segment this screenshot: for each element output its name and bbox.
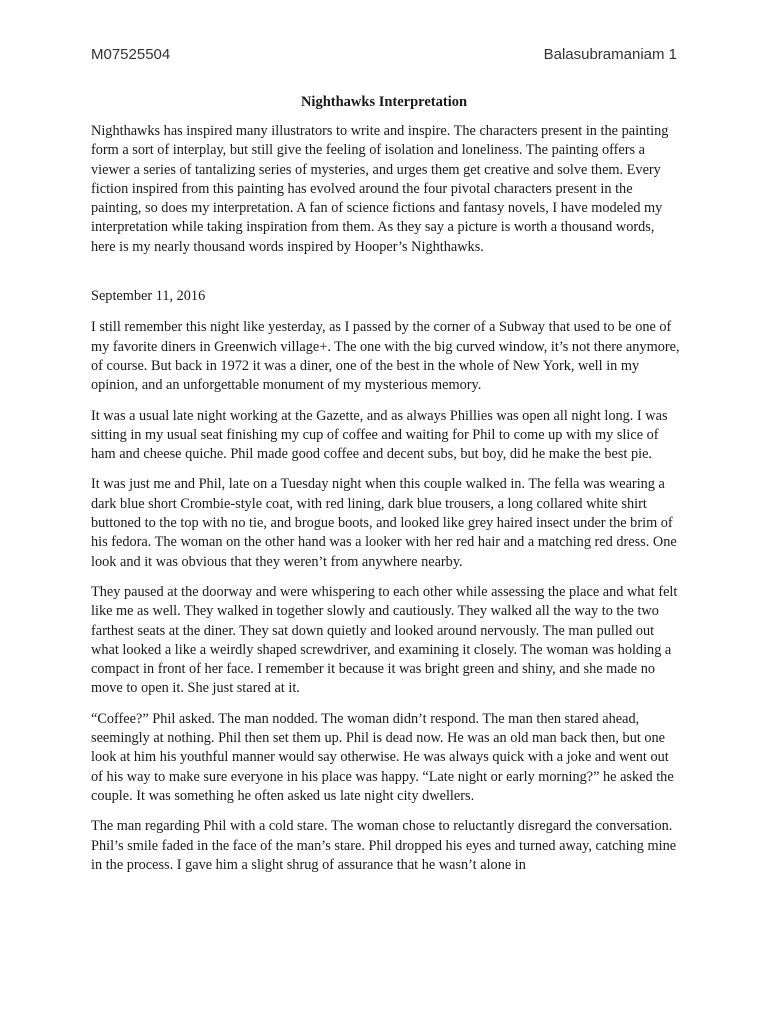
- header-author-page: Balasubramaniam 1: [543, 46, 677, 63]
- body-paragraph: “Coffee?” Phil asked. The man nodded. The woman didn’t respond. The man then stared ahead, seemingly at nothing. Phil then set them up. Phil is dead now. He was an old man back then, but one look at him his youthful manner would say otherwise. He was always quick with a joke and went out of his way to make sure everyone in his place was happy. “Late night or early morning?” he asked the couple. It was something he often asked us late night city dwellers.: [91, 710, 674, 804]
- header-student-id: M07525504: [91, 46, 171, 63]
- body-paragraph: It was a usual late night working at the Gazette, and as always Phillies was open all night long. I was sitting in my usual seat finishing my cup of coffee and waiting for Phil to come up with my slice of ham and cheese quiche. Phil made good coffee and decent subs, but boy, did he make the best pie.: [91, 407, 668, 463]
- body-paragraph: The man regarding Phil with a cold stare. The woman chose to reluctantly disregard the conversation. Phil’s smile faded in the face of the man’s stare. Phil dropped his eyes and turned away, catching mine in the process. I gave him a slight shrug of assurance that he wasn’t alone in: [91, 818, 677, 873]
- page-header: [91, 46, 677, 63]
- document-body: [91, 122, 681, 886]
- intro-paragraph: Nighthawks has inspired many illustrators to write and inspire. The characters present in the painting form a sort of interplay, but still give the feeling of isolation and loneliness. The painting offers a viewer a series of tantalizing series of mysteries, and urges them get creative and solve them. Every fiction inspired from this painting has evolved around the four pivotal characters present in the painting, so does my interpretation. A fan of science fictions and fantasy novels, I have modeled my interpretation while taking inspiration from them. As they say a picture is worth a thousand words, here is my nearly thousand words inspired by Hooper’s Nighthawks.: [91, 123, 669, 255]
- entry-date: September 11, 2016: [91, 288, 206, 305]
- body-paragraph: It was just me and Phil, late on a Tuesday night when this couple walked in. The fella was wearing a dark blue short Crombie-style coat, with red lining, dark blue trousers, a long collared white shirt buttoned to the top with no tie, and brogue boots, and looked like grey haired insect under the brim of his fedora. The woman on the other hand was a looker with her red hair and a matching red dress. One look and it was obvious that they weren’t from anywhere nearby.: [91, 476, 677, 570]
- document-title: Nighthawks Interpretation: [300, 94, 468, 110]
- body-paragraph: They paused at the doorway and were whispering to each other while assessing the place and what felt like me as well. They walked in together slowly and cautiously. They walked all the way to the two farthest seats at the diner. They sat down quietly and looked around nervously. The man pulled out what looked a like a weirdly shaped screwdriver, and examining it closely. The woman was holding a compact in front of her face. I remember it because it was bright green and shiny, and she made no move to open it. She just stared at it.: [91, 583, 678, 697]
- body-paragraph: I still remember this night like yesterday, as I passed by the corner of a Subway that used to be one of my favorite diners in Greenwich village+. The one with the big curved window, it’s not there anymore, of course. But back in 1972 it was a diner, one of the best in the whole of New York, well in my opinion, and an unforgettable monument of my mysterious memory.: [91, 319, 680, 394]
